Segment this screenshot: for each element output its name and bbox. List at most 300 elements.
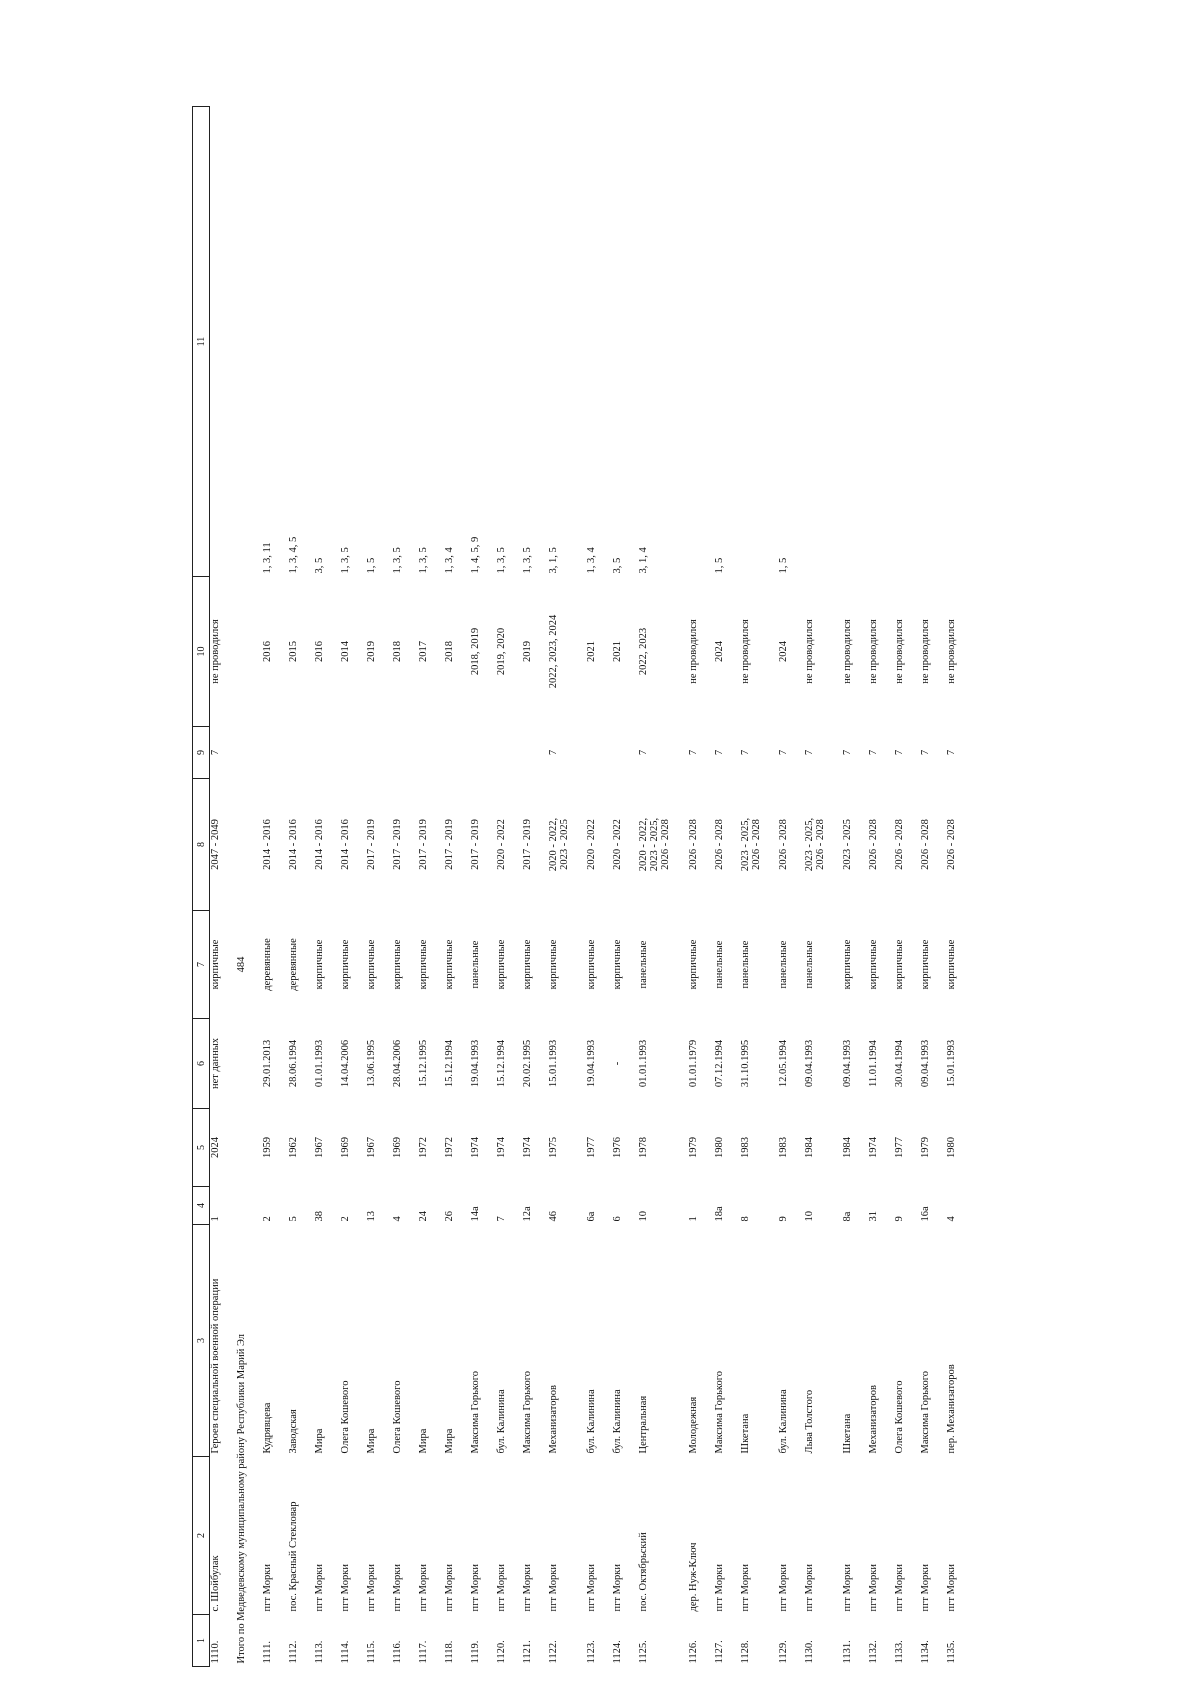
walls-cell: кирпичные	[210, 939, 221, 990]
walls-cell: панельные	[804, 940, 815, 989]
done-cell: 2019, 2020	[496, 627, 507, 676]
period-line: 2014 - 2016	[288, 819, 299, 870]
codes-cell	[688, 107, 714, 577]
street-cell: Кудрявцева	[262, 1402, 273, 1454]
table-row	[612, 107, 638, 1667]
walls-cell: кирпичные	[548, 939, 559, 990]
codes-cell: 1, 5	[778, 557, 789, 574]
period-cell	[288, 779, 314, 911]
codes-cell	[868, 107, 894, 577]
table-row	[946, 107, 972, 1667]
date-cell: 15.12.1995	[418, 1039, 429, 1088]
row-number: 1116.	[392, 1640, 403, 1664]
col9-cell: 7	[842, 749, 853, 756]
col9-cell: 7	[778, 749, 789, 756]
table-row	[688, 107, 714, 1667]
settlement-cell: пгт Морки	[894, 1564, 905, 1612]
row-number: 1134.	[920, 1640, 931, 1664]
date-cell: 09.04.1993	[842, 1039, 853, 1088]
street-cell: Олега Кошевого	[340, 1380, 351, 1454]
period-line: 2026 - 2028	[815, 819, 826, 870]
street-cell: Мира	[366, 1428, 377, 1454]
settlement-cell: пгт Морки	[262, 1564, 273, 1612]
walls-cell: деревянные	[262, 938, 273, 991]
period-line: 2026 - 2028	[894, 819, 905, 870]
table-row	[366, 107, 392, 1667]
date-cell: 19.04.1993	[470, 1039, 481, 1088]
period-cell	[496, 779, 522, 911]
house-cell: 7	[496, 1216, 507, 1222]
table-row	[778, 107, 804, 1667]
subtotal-value: 484	[236, 956, 247, 973]
period-line: 2017 - 2019	[366, 819, 377, 870]
column-header-6: 6	[193, 1019, 210, 1109]
house-cell: 6а	[586, 1211, 597, 1222]
codes-cell: 1, 3, 4	[444, 547, 455, 574]
col9-cell	[418, 727, 444, 779]
date-cell: 28.04.2006	[392, 1039, 403, 1088]
year-cell: 1962	[288, 1137, 299, 1158]
year-cell: 2024	[210, 1137, 221, 1158]
done-cell: не проводился	[688, 619, 699, 684]
street-cell: Заводская	[288, 1409, 299, 1454]
period-cell	[946, 779, 972, 911]
date-cell: 30.04.1994	[894, 1039, 905, 1088]
walls-cell: кирпичные	[894, 939, 905, 990]
codes-cell: 3, 1, 5	[548, 547, 559, 574]
table-row	[496, 107, 522, 1667]
done-cell: 2018, 2019	[470, 627, 481, 676]
period-line: 2014 - 2016	[314, 819, 325, 870]
house-cell: 12а	[522, 1206, 533, 1222]
period-line: 2026 - 2028	[778, 819, 789, 870]
period-line: 2026 - 2028	[688, 819, 699, 870]
row-number: 1118.	[444, 1640, 455, 1664]
street-cell: Механизаторов	[548, 1385, 559, 1454]
house-cell: 46	[548, 1211, 559, 1222]
period-cell	[638, 779, 688, 911]
done-cell: 2016	[314, 641, 325, 662]
house-cell: 4	[946, 1216, 957, 1222]
settlement-cell: пгт Морки	[548, 1564, 559, 1612]
column-header-1: 1	[193, 1615, 210, 1667]
register-table-sheet	[192, 107, 1200, 1667]
period-cell	[314, 779, 340, 911]
settlement-cell: пгт Морки	[392, 1564, 403, 1612]
walls-cell: деревянные	[288, 938, 299, 991]
done-cell: 2019	[522, 641, 533, 662]
date-cell: 31.10.1995	[740, 1039, 751, 1088]
period-line: 2014 - 2016	[262, 819, 273, 870]
row-number: 1128.	[740, 1640, 751, 1664]
houses-table	[192, 106, 972, 1667]
done-cell: не проводился	[842, 619, 853, 684]
row-number: 1133.	[894, 1640, 905, 1664]
period-line: 2020 - 2022	[612, 819, 623, 870]
walls-cell: кирпичные	[444, 939, 455, 990]
row-number: 1110.	[210, 1640, 221, 1664]
period-line: 2017 - 2019	[470, 819, 481, 870]
period-line: 2023 - 2025,	[740, 817, 751, 872]
done-cell: 2022, 2023	[638, 627, 649, 676]
table-row	[340, 107, 366, 1667]
date-cell: 01.01.1993	[638, 1039, 649, 1088]
house-cell: 1	[210, 1216, 221, 1222]
period-cell	[868, 779, 894, 911]
period-cell	[688, 779, 714, 911]
period-cell	[522, 779, 548, 911]
house-cell: 2	[262, 1216, 273, 1222]
codes-cell: 1, 3, 11	[262, 542, 273, 574]
year-cell: 1977	[894, 1137, 905, 1158]
codes-cell: 1, 4, 5, 9	[470, 536, 481, 574]
col9-cell: 7	[804, 749, 815, 756]
house-cell: 31	[868, 1211, 879, 1222]
year-cell: 1974	[522, 1137, 533, 1158]
settlement-cell: с. Шойбулак	[210, 1555, 221, 1612]
street-cell: бул. Калинина	[778, 1389, 789, 1454]
settlement-cell: пгт Морки	[496, 1564, 507, 1612]
house-cell: 8	[740, 1216, 751, 1222]
house-cell: 9	[894, 1216, 905, 1222]
col9-cell: 7	[740, 749, 751, 756]
year-cell: 1983	[740, 1137, 751, 1158]
period-line: 2023 - 2025	[559, 819, 570, 870]
settlement-cell: пгт Морки	[714, 1564, 725, 1612]
date-cell: нет данных	[210, 1037, 221, 1090]
settlement-cell: пгт Морки	[314, 1564, 325, 1612]
period-cell	[548, 779, 586, 911]
settlement-cell: пгт Морки	[920, 1564, 931, 1612]
period-line: 2014 - 2016	[340, 819, 351, 870]
done-cell: не проводился	[740, 619, 751, 684]
date-cell: 11.01.1994	[868, 1040, 879, 1087]
street-cell: Максима Горького	[920, 1370, 931, 1454]
date-cell: 01.01.1979	[688, 1039, 699, 1088]
period-cell	[740, 779, 778, 911]
codes-cell: 1, 3, 4, 5	[288, 536, 299, 574]
period-line: 2026 - 2028	[660, 819, 671, 870]
period-line: 2023 - 2025	[842, 819, 853, 870]
street-cell: Мира	[444, 1428, 455, 1454]
house-cell: 14а	[470, 1206, 481, 1222]
house-cell: 26	[444, 1211, 455, 1222]
codes-cell: 3, 1, 4	[638, 547, 649, 574]
settlement-cell: пгт Морки	[444, 1564, 455, 1612]
date-cell: 28.06.1994	[288, 1039, 299, 1088]
street-cell: Льва Толстого	[804, 1389, 815, 1454]
period-line: 2017 - 2019	[392, 819, 403, 870]
period-line: 2026 - 2028	[751, 819, 762, 870]
row-number: 1114.	[340, 1640, 351, 1664]
period-cell	[262, 779, 288, 911]
house-cell: 38	[314, 1211, 325, 1222]
house-cell: 16а	[920, 1206, 931, 1222]
period-line: 2020 - 2022,	[638, 817, 649, 872]
col9-cell	[496, 727, 522, 779]
row-number: 1131.	[842, 1640, 853, 1664]
col9-cell	[586, 727, 612, 779]
column-number-header	[193, 107, 210, 1667]
row-number: 1112.	[288, 1640, 299, 1664]
settlement-cell: пгт Морки	[522, 1564, 533, 1612]
walls-cell: кирпичные	[340, 939, 351, 990]
house-cell: 10	[804, 1211, 815, 1222]
subtotal-label: Итого по Медведевскому муниципальному району Республики Марий Эл	[236, 1333, 247, 1664]
year-cell: 1975	[548, 1137, 559, 1158]
col9-cell	[522, 727, 548, 779]
street-cell: Олега Кошевого	[392, 1380, 403, 1454]
period-cell	[612, 779, 638, 911]
col9-cell	[288, 727, 314, 779]
walls-cell: кирпичные	[946, 939, 957, 990]
table-row	[262, 107, 288, 1667]
done-cell: 2022, 2023, 2024	[548, 614, 559, 689]
settlement-cell: пгт Морки	[340, 1564, 351, 1612]
date-cell: 29.01.2013	[262, 1039, 273, 1088]
codes-cell: 1, 3, 5	[496, 547, 507, 574]
codes-cell	[804, 107, 842, 577]
walls-cell: кирпичные	[496, 939, 507, 990]
walls-cell: панельные	[740, 940, 751, 989]
col9-cell: 7	[920, 749, 931, 756]
row-number: 1120.	[496, 1640, 507, 1664]
house-cell: 8а	[842, 1211, 853, 1222]
col9-cell: 7	[714, 749, 725, 756]
year-cell: 1969	[340, 1137, 351, 1158]
year-cell: 1977	[586, 1137, 597, 1158]
year-cell: 1983	[778, 1137, 789, 1158]
done-cell: не проводился	[920, 619, 931, 684]
col9-cell	[340, 727, 366, 779]
col9-cell	[444, 727, 470, 779]
column-header-7: 7	[193, 911, 210, 1019]
date-cell: 15.01.1993	[946, 1039, 957, 1088]
codes-cell	[842, 107, 868, 577]
subtotal-empty	[236, 107, 262, 911]
period-cell	[418, 779, 444, 911]
row-number: 1125.	[638, 1640, 649, 1664]
house-cell: 4	[392, 1216, 403, 1222]
done-cell: 2015	[288, 641, 299, 662]
period-line: 2020 - 2022	[586, 819, 597, 870]
codes-cell: 1, 5	[366, 557, 377, 574]
street-cell: Мира	[314, 1428, 325, 1454]
street-cell: Мира	[418, 1428, 429, 1454]
period-cell	[714, 779, 740, 911]
row-number: 1130.	[804, 1640, 815, 1664]
period-line: 2026 - 2028	[714, 819, 725, 870]
codes-cell	[740, 107, 778, 577]
period-cell	[444, 779, 470, 911]
col9-cell	[612, 727, 638, 779]
date-cell: 13.06.1995	[366, 1039, 377, 1088]
year-cell: 1979	[688, 1137, 699, 1158]
street-cell: бул. Калинина	[496, 1389, 507, 1454]
year-cell: 1980	[714, 1137, 725, 1158]
walls-cell: кирпичные	[314, 939, 325, 990]
row-number: 1126.	[688, 1640, 699, 1664]
period-line: 2020 - 2022,	[548, 817, 559, 872]
date-cell: 15.12.1994	[444, 1039, 455, 1088]
col9-cell: 7	[688, 749, 699, 756]
year-cell: 1972	[418, 1137, 429, 1158]
street-cell: Героев специальной военной операции	[210, 1278, 221, 1454]
year-cell: 1978	[638, 1137, 649, 1158]
row-number: 1115.	[366, 1640, 377, 1664]
date-cell: 12.05.1994	[778, 1039, 789, 1088]
period-line: 2020 - 2022	[496, 819, 507, 870]
done-cell: 2014	[340, 641, 351, 662]
row-number: 1117.	[418, 1640, 429, 1664]
row-number: 1129.	[778, 1640, 789, 1664]
done-cell: 2021	[586, 641, 597, 662]
col9-cell	[366, 727, 392, 779]
walls-cell: кирпичные	[392, 939, 403, 990]
house-cell: 9	[778, 1216, 789, 1222]
period-cell	[392, 779, 418, 911]
period-cell	[842, 779, 868, 911]
year-cell: 1984	[804, 1137, 815, 1158]
column-header-5: 5	[193, 1109, 210, 1187]
codes-cell: 1, 5	[714, 557, 725, 574]
row-number: 1121.	[522, 1640, 533, 1664]
period-cell	[210, 779, 237, 911]
column-header-11: 11	[193, 107, 210, 577]
codes-cell	[920, 107, 946, 577]
col9-cell: 7	[894, 749, 905, 756]
settlement-cell: пгт Морки	[366, 1564, 377, 1612]
walls-cell: кирпичные	[868, 939, 879, 990]
codes-cell	[210, 107, 237, 577]
walls-cell: кирпичные	[842, 939, 853, 990]
year-cell: 1980	[946, 1137, 957, 1158]
table-row	[638, 107, 688, 1667]
settlement-cell: пгт Морки	[804, 1564, 815, 1612]
col9-cell: 7	[868, 749, 879, 756]
codes-cell	[894, 107, 920, 577]
table-row	[548, 107, 586, 1667]
date-cell: -	[612, 1061, 623, 1066]
table-row	[804, 107, 842, 1667]
col9-cell	[262, 727, 288, 779]
period-cell	[920, 779, 946, 911]
table-row	[522, 107, 548, 1667]
done-cell: не проводился	[894, 619, 905, 684]
period-line: 2026 - 2028	[920, 819, 931, 870]
walls-cell: панельные	[470, 940, 481, 989]
row-number: 1113.	[314, 1640, 325, 1664]
house-cell: 6	[612, 1216, 623, 1222]
codes-cell: 3, 5	[314, 557, 325, 574]
period-cell	[778, 779, 804, 911]
settlement-cell: пгт Морки	[842, 1564, 853, 1612]
walls-cell: кирпичные	[612, 939, 623, 990]
codes-cell: 1, 3, 5	[392, 547, 403, 574]
year-cell: 1974	[868, 1137, 879, 1158]
row-number: 1119.	[470, 1640, 481, 1664]
done-cell: 2016	[262, 641, 273, 662]
period-cell	[366, 779, 392, 911]
codes-cell: 1, 3, 5	[340, 547, 351, 574]
house-cell: 10	[638, 1211, 649, 1222]
table-row	[586, 107, 612, 1667]
column-header-2: 2	[193, 1457, 210, 1615]
col9-cell: 7	[548, 749, 559, 756]
settlement-cell: пос. Красный Стекловар	[288, 1501, 299, 1612]
year-cell: 1967	[366, 1137, 377, 1158]
table-row	[842, 107, 868, 1667]
settlement-cell: пос. Октябрьский	[638, 1532, 649, 1612]
year-cell: 1974	[496, 1137, 507, 1158]
date-cell: 15.12.1994	[496, 1039, 507, 1088]
table-row	[392, 107, 418, 1667]
house-cell: 24	[418, 1211, 429, 1222]
table-row	[868, 107, 894, 1667]
done-cell: не проводился	[210, 619, 221, 684]
done-cell: 2024	[714, 641, 725, 662]
period-line: 2047 - 2049	[210, 819, 221, 870]
walls-cell: кирпичные	[418, 939, 429, 990]
settlement-cell: пгт Морки	[946, 1564, 957, 1612]
date-cell: 09.04.1993	[804, 1039, 815, 1088]
table-row	[740, 107, 778, 1667]
row-number: 1132.	[868, 1640, 879, 1664]
table-row	[288, 107, 314, 1667]
year-cell: 1974	[470, 1137, 481, 1158]
year-cell: 1976	[612, 1137, 623, 1158]
column-header-10: 10	[193, 577, 210, 727]
col9-cell	[470, 727, 496, 779]
period-cell	[470, 779, 496, 911]
walls-cell: кирпичные	[586, 939, 597, 990]
done-cell: не проводился	[868, 619, 879, 684]
year-cell: 1972	[444, 1137, 455, 1158]
year-cell: 1969	[392, 1137, 403, 1158]
col9-cell	[392, 727, 418, 779]
period-line: 2023 - 2025,	[649, 817, 660, 872]
date-cell: 15.01.1993	[548, 1039, 559, 1088]
row-number: 1124.	[612, 1640, 623, 1664]
period-cell	[586, 779, 612, 911]
house-cell: 13	[366, 1211, 377, 1222]
done-cell: 2017	[418, 641, 429, 662]
year-cell: 1984	[842, 1137, 853, 1158]
walls-cell: панельные	[638, 940, 649, 989]
column-header-9: 9	[193, 727, 210, 779]
table-row	[894, 107, 920, 1667]
codes-cell: 3, 5	[612, 557, 623, 574]
street-cell: бул. Калинина	[586, 1389, 597, 1454]
period-cell	[804, 779, 842, 911]
codes-cell: 1, 3, 4	[586, 547, 597, 574]
period-line: 2026 - 2028	[946, 819, 957, 870]
subtotal-row	[236, 107, 262, 1667]
done-cell: не проводился	[946, 619, 957, 684]
street-cell: Олега Кошевого	[894, 1380, 905, 1454]
house-cell: 1	[688, 1216, 699, 1222]
street-cell: Максима Горького	[714, 1370, 725, 1454]
street-cell: пер. Механизаторов	[946, 1364, 957, 1454]
table-row	[314, 107, 340, 1667]
year-cell: 1979	[920, 1137, 931, 1158]
period-line: 2017 - 2019	[522, 819, 533, 870]
settlement-cell: пгт Морки	[612, 1564, 623, 1612]
done-cell: 2019	[366, 641, 377, 662]
settlement-cell: пгт Морки	[868, 1564, 879, 1612]
date-cell: 19.04.1993	[586, 1039, 597, 1088]
date-cell: 14.04.2006	[340, 1039, 351, 1088]
